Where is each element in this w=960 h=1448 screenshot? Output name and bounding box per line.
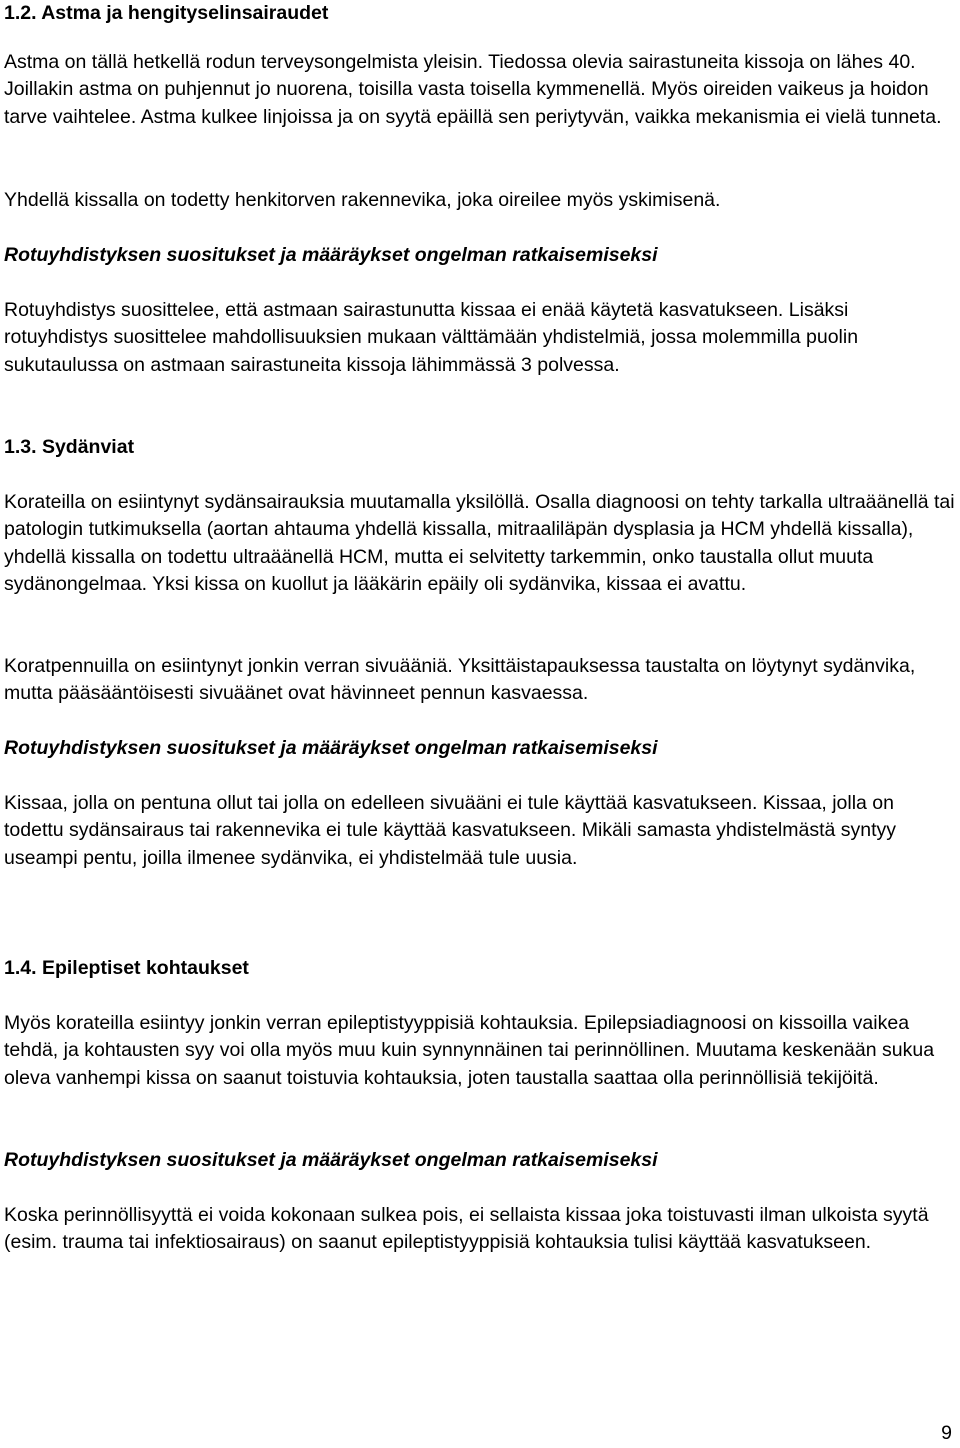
paragraph: Astma on tällä hetkellä rodun terveysongelmista yleisin. Tiedossa olevia sairastuneita kissoja on lähes 40. Joillakin astma on puhjennut jo nuorena, toisilla vasta toisella kymmenellä. Myös oireiden vaikeus ja hoidon tarve vaihtelee. Astma kulkee linjoissa ja on syytä epäillä sen periytyvän, vaikka mekanismia ei vielä tunneta. (4, 51, 942, 128)
recommendation-text: Koska perinnöllisyyttä ei voida kokonaan sulkea pois, ei sellaista kissaa joka toistuvasti ilman ulkoista syytä (esim. trauma tai infektiosairaus) on saanut epileptistyyppisiä kohtauksia tulisi käyttää kasvatukseen. (4, 1204, 929, 1254)
section-heading-epileptic-seizures: 1.4. Epileptiset kohtaukset (4, 957, 249, 979)
paragraph: Korateilla on esiintynyt sydänsairauksia muutamalla yksilöllä. Osalla diagnoosi on tehty tarkalla ultraäänellä tai patologin tutkimuksella (aortan ahtauma yhdellä kissalla, mitraaliläpän dysplasia ja HCM yhdellä kissalla), yhdellä kissalla on todettu ultraäänellä HCM, mutta ei selvitetty tarkemmin, onko taustalla ollut muuta sydänongelmaa. Yksi kissa on kuollut ja lääkärin epäily oli sydänvika, kissaa ei avattu. (4, 491, 955, 595)
recommendation-text: Rotuyhdistys suosittelee, että astmaan sairastunutta kissaa ei enää käytetä kasvatukseen. Lisäksi rotuyhdistys suosittelee mahdollisuuksien mukaan välttämään yhdistelmiä, jossa molemmilla puolin sukutaulussa on astmaan sairastuneita kissoja lähimmässä 3 polvessa. (4, 299, 859, 376)
recommendation-heading: Rotuyhdistyksen suositukset ja määräykset ongelman ratkaisemiseksi (4, 737, 658, 759)
section-heading-heart-defects: 1.3. Sydänviat (4, 436, 135, 458)
paragraph: Myös korateilla esiintyy jonkin verran epileptistyyppisiä kohtauksia. Epilepsiadiagnoosi on kissoilla vaikea tehdä, ja kohtausten syy voi olla myös muu kuin synnynnäinen tai perinnöllinen. Muutama keskenään sukua oleva vanhempi kissa on saanut toistuvia kohtauksia, joten taustalla saattaa olla perinnöllisiä tekijöitä. (4, 1012, 935, 1089)
section-heading-asthma: 1.2. Astma ja hengityselinsairaudet (4, 2, 329, 24)
page-number: 9 (941, 1422, 952, 1444)
paragraph: Yhdellä kissalla on todetty henkitorven rakennevika, joka oireilee myös yskimisenä. (4, 189, 721, 211)
recommendation-heading: Rotuyhdistyksen suositukset ja määräykset ongelman ratkaisemiseksi (4, 1149, 658, 1171)
recommendation-heading: Rotuyhdistyksen suositukset ja määräykset ongelman ratkaisemiseksi (4, 244, 658, 266)
recommendation-text: Kissaa, jolla on pentuna ollut tai jolla on edelleen sivuääni ei tule käyttää kasvatukseen. Kissaa, jolla on todettu sydänsairaus tai rakennevika ei tule käyttää kasvatukseen. Mikäli samasta yhdistelmästä syntyy useampi pentu, joilla ilmenee sydänvika, ei yhdistelmää tule uusia. (4, 792, 897, 869)
paragraph: Koratpennuilla on esiintynyt jonkin verran sivuääniä. Yksittäistapauksessa taustalta on löytynyt sydänvika, mutta pääsääntöisesti sivuäänet ovat hävinneet pennun kasvaessa. (4, 655, 916, 705)
